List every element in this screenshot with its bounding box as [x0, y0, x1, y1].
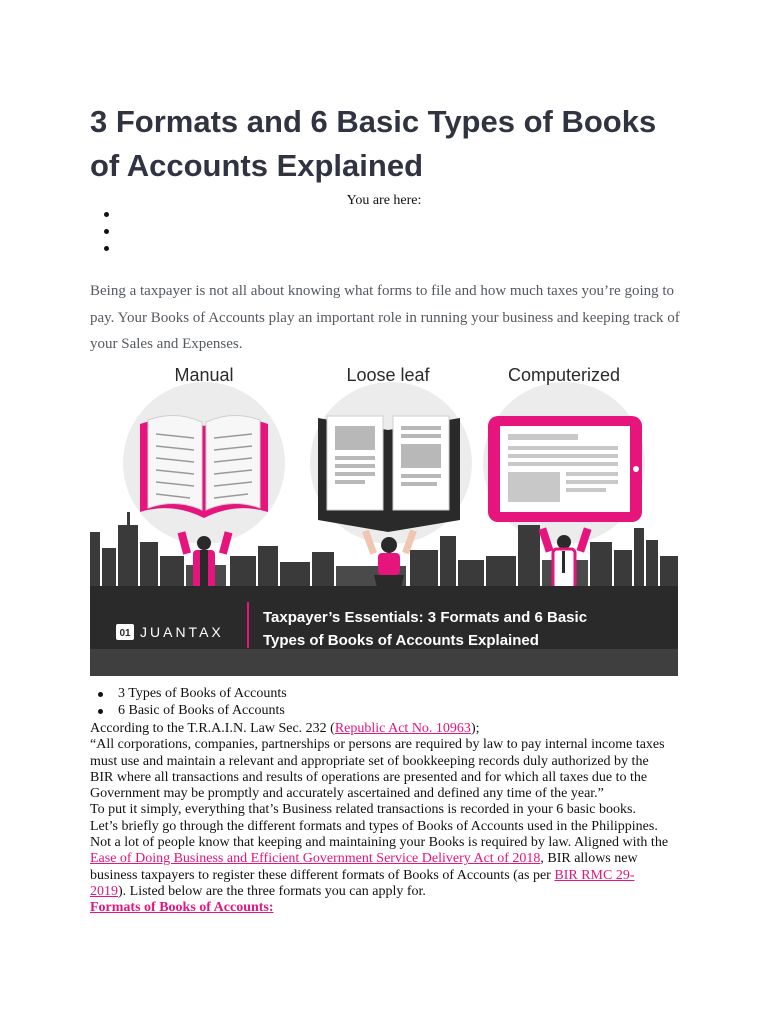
logo-name: JUANTAX	[140, 624, 224, 640]
intro-paragraph: Being a taxpayer is not all about knowing what forms to file and how much taxes you’re going to pay. Your Books of Accounts play an important role in running your business and keeping track of your Sales and Expenses.	[90, 283, 680, 352]
breadcrumb-item[interactable]	[104, 246, 109, 251]
ease-of-business-paragraph: Not a lot of people know that keeping and maintaining your Books is required by law. Aligned with the Ease of Doing Business and Efficient Government Service Delivery Act of 2018, BIR allows new business taxpayers to register these different formats of Books of Accounts (as per BIR RMC 29-2019). Listed below are the three formats you can apply for.	[90, 835, 669, 899]
article-body	[90, 721, 670, 917]
law-quote: “All corporations, companies, partnerships or persons are required by law to pay internal income taxes must use and maintain a relevant and appropriate set of bookkeeping records duly authorized by the BIR where all transactions and results of operations are presented and for which all taxes due to the Government may be promptly and accurately ascertained and defined any time of the year.”	[90, 737, 665, 802]
ease-of-doing-business-link[interactable]: Ease of Doing Business and Efficient Government Service Delivery Act of 2018	[90, 851, 541, 867]
toc-item[interactable]: 3 Types of Books of Accounts	[92, 686, 287, 703]
republic-act-link[interactable]: Republic Act No. 10963	[334, 721, 471, 736]
page-title: 3 Formats and 6 Basic Types of Books of Accounts Explained	[90, 104, 657, 183]
loose-leaf-book	[318, 416, 460, 532]
breadcrumb-label: You are here:	[346, 193, 422, 208]
toc-item[interactable]: 6 Basic of Books of Accounts	[92, 703, 287, 720]
logo-number: 01	[119, 628, 131, 639]
format-label-manual: Manual	[174, 365, 234, 385]
format-label-loose-leaf: Loose leaf	[346, 365, 430, 385]
overview-paragraph: Let’s briefly go through the different formats and types of Books of Accounts used in the Philippines.	[90, 818, 658, 834]
manual-book	[140, 415, 268, 518]
format-label-computerized: Computerized	[507, 365, 621, 385]
banner-caption-line1: Taxpayer’s Essentials: 3 Formats and 6 Basic	[263, 609, 588, 626]
banner-caption-line2: Types of Books of Accounts Explained	[263, 632, 539, 649]
breadcrumb	[104, 212, 109, 263]
summary-paragraph: To put it simply, everything that’s Business related transactions is recorded in your 6 basic books.	[90, 802, 636, 818]
computerized-tablet	[488, 416, 642, 522]
train-law-paragraph: According to the T.R.A.I.N. Law Sec. 232 (Republic Act No. 10963);	[90, 721, 480, 736]
breadcrumb-item[interactable]	[104, 212, 109, 217]
banner-image	[90, 360, 678, 676]
table-of-contents	[92, 686, 287, 719]
breadcrumb-item[interactable]	[104, 229, 109, 234]
formats-section-heading[interactable]: Formats of Books of Accounts:	[90, 900, 274, 916]
bir-rmc-link[interactable]: BIR RMC 29-2019	[90, 867, 635, 899]
